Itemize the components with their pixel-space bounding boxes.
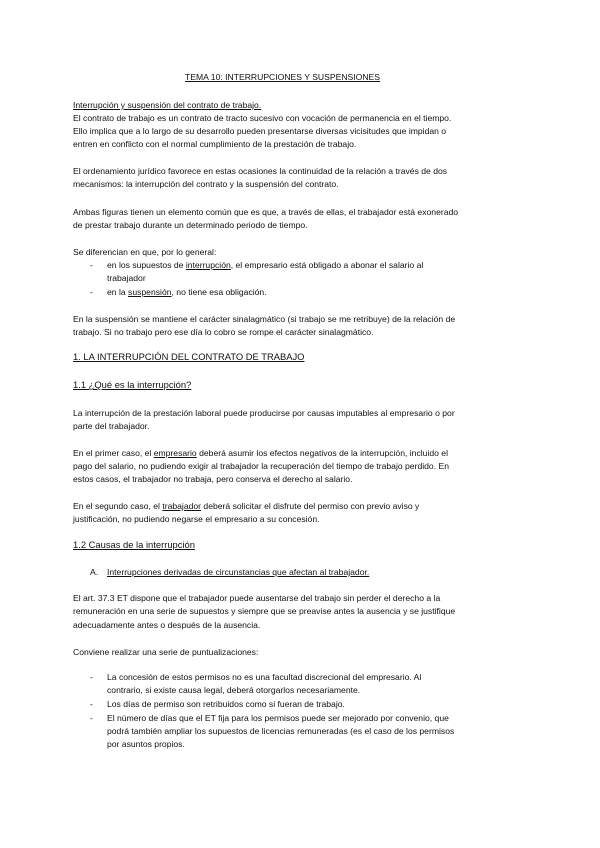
s1-b3-line3: por asuntos propios. [107,739,185,749]
bullet-dash: - [90,713,93,723]
bullet2-text-a: en la [107,287,129,297]
s1-p2-line3: estos casos, el trabajador no trabaja, pero conserva el derecho al salario. [73,474,353,484]
s1-b1-line1: La concesión de estos permisos no es una facultad discrecional del empresario. Al [107,672,422,682]
s1-p4-line2: remuneración en una serie de supuestos y siempre que se preavise antes la ausencia y se justifique [73,606,456,616]
intro-p2-line1: El ordenamiento jurídico favorece en estas ocasiones la continuidad de la relación a través de dos [73,166,448,176]
intro-p3-line2: de prestar trabajo durante un determinado periodo de tiempo. [73,220,308,230]
bullet-suspension [107,286,267,298]
subsection-1-1-heading: 1.1 ¿Qué es la interrupción? [73,379,192,390]
intro-p5-line1: En la suspensión se mantiene el carácter sinalagmático (si trabajo se me retribuye) de la relación de [73,314,456,324]
s1-p2-line2: pago del salario, no pudiendo exigir al trabajador la recuperación del tiempo de trabajo perdido. En [73,461,449,471]
bullet1-text-b: , el empresario está obligado a abonar el salario al [230,260,424,270]
s1-p3-term: trabajador [162,501,202,511]
s1-p3-text-a: En el segundo caso, el [73,501,163,511]
subsection-1-2-heading: 1.2 Causas de la interrupción [73,539,195,550]
s1-b2: Los días de permiso son retribuidos como si fueran de trabajo. [107,699,345,709]
list-label-a: A. [90,567,99,577]
s1-b1-line2: contrario, si existe causa legal, deberá otorgarlos necesariamente. [107,685,361,695]
s1-p3-line2: justificación, no pudiendo negarse el empresario a su concesión. [73,514,320,524]
intro-p1-line2: Ello implica que a lo largo de su desarrollo pueden presentarse diversas vicisitudes que impidan o [73,126,447,136]
s1-p4-line1: El art. 37.3 ET dispone que el trabajador puede ausentarse del trabajo sin perder el derecho a la [73,593,441,603]
bullet-interrupcion-cont: trabajador [107,273,146,283]
s1-b3-line1: El número de días que el ET fija para los permisos puede ser mejorado por convenio, que [107,713,449,723]
intro-p1-line1: El contrato de trabajo es un contrato de tracto sucesivo con vocación de permanencia en el tiempo. [73,113,452,123]
s1-p1-line2: parte del trabajador. [73,421,150,431]
s1-p2-text-a: En el primer caso, el [73,448,154,458]
s1-b3-line2: podrá también ampliar los supuestos de licencias remuneradas (es el caso de los permisos [107,726,455,736]
intro-p2-line2: mecanismos: la interrupción del contrato y la suspensión del contrato. [73,179,339,189]
section-1-heading: 1. LA INTERRUPCIÓN DEL CONTRATO DE TRABAJO [73,351,305,362]
bullet1-term: interrupción [185,260,231,270]
s1-p1-line1: La interrupción de la prestación laboral puede producirse por causas imputables al empresario o por [73,408,455,418]
s1-p3-text-b: deberá solicitar el disfrute del permiso con previo aviso y [201,501,420,511]
bullet-dash: - [90,260,93,270]
s1-p3-line1 [73,500,419,512]
bullet2-term: suspensión [128,287,172,297]
bullet-dash: - [90,672,93,682]
bullet1-text-a: en los supuestos de [107,260,186,270]
list-item-a: Interrupciones derivadas de circunstancias que afectan al trabajador. [107,567,370,577]
bullet2-text-b: , no tiene esa obligación. [171,287,267,297]
s1-p2-term: empresario [153,448,197,458]
bullet-dash: - [90,699,93,709]
s1-p4-line3: adecuadamente antes o después de la ausencia. [73,620,261,630]
s1-p2-text-b: deberá asumir los efectos negativos de la interrupción, incluido el [196,448,448,458]
document-title: TEMA 10: INTERRUPCIONES Y SUSPENSIONES [185,72,381,82]
intro-p1-line3: entren en conflicto con el normal cumplimiento de la prestación de trabajo. [73,139,357,149]
intro-p4: Se diferencian en que, por lo general: [73,247,217,257]
s1-p2-line1 [73,447,448,459]
s1-p5: Conviene realizar una serie de puntualizaciones: [73,647,259,657]
intro-p3-line1: Ambas figuras tienen un elemento común que es que, a través de ellas, el trabajador está exonerado [73,207,459,217]
bullet-dash: - [90,287,93,297]
bullet-interrupcion [107,259,423,271]
intro-p5-line2: trabajo. Si no trabajo pero ese día lo cobro se rompe el carácter sinalagmático. [73,327,374,337]
intro-heading: Interrupción y suspensión del contrato de trabajo. [73,100,262,110]
